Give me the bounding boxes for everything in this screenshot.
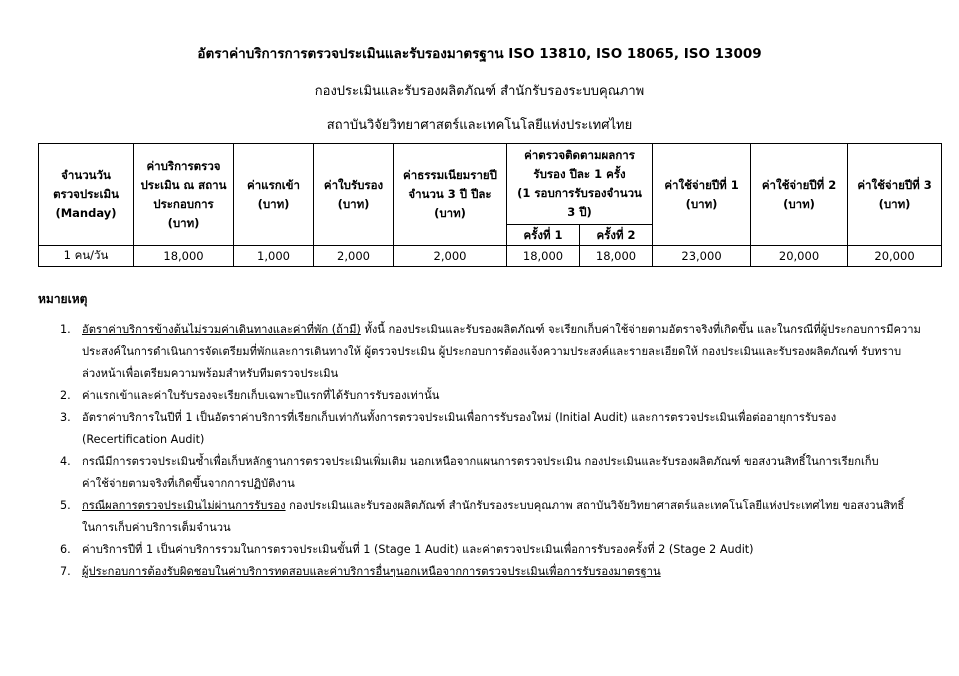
list-item: 2. ค่าแรกเข้าและค่าใบรับรองจะเรียกเก็บเฉพาะปีแรกที่ได้รับการรับรองเท่านั้น [60, 389, 440, 402]
table-row [39, 246, 942, 267]
header-service-fee: ค่าบริการตรวจ ประเมิน ณ สถาน ประกอบการ (บาท) [134, 144, 234, 246]
header-annual-fee: ค่าธรรมเนียมรายปี จำนวน 3 ปี ปีละ (บาท) [394, 144, 507, 246]
header-year-3: ค่าใช้จ่ายปีที่ 3 (บาท) [848, 144, 942, 246]
list-item: 7. ผู้ประกอบการต้องรับผิดชอบในค่าบริการทดสอบและค่าบริการอื่นๆนอกเหนือจากการตรวจประเมินเพื่อการรับรองมาตรฐาน [60, 565, 661, 578]
list-item: 3. อัตราค่าบริการในปีที่ 1 เป็นอัตราค่าบริการที่เรียกเก็บเท่ากันทั้งการตรวจประเมินเพื่อการรับรองใหม่ (Initial Audit) และการตรวจประเมินเพื่อต่ออายุการรับรอง (Recertification Audit) [60, 411, 837, 446]
remark-emphasis: กรณีผลการตรวจประเมินไม่ผ่านการรับรอง [82, 499, 286, 512]
institute-name: สถาบันวิจัยวิทยาศาสตร์และเทคโนโลยีแห่งประเทศไทย [326, 118, 633, 133]
header-certificate-fee: ค่าใบรับรอง (บาท) [314, 144, 394, 246]
table-cell: 20,000 [751, 246, 848, 267]
department-name: กองประเมินและรับรองผลิตภัณฑ์ สำนักรับรองระบบคุณภาพ [314, 84, 645, 99]
remarks-list [60, 319, 940, 583]
list-item: 5. กรณีผลการตรวจประเมินไม่ผ่านการรับรอง กองประเมินและรับรองผลิตภัณฑ์ สำนักรับรองระบบคุณภาพ สถาบันวิจัยวิทยาศาสตร์และเทคโนโลยีแห่งประเทศไทย ขอสงวนสิทธิ์ ในการเก็บค่าบริการเต็มจำนวน [60, 499, 905, 534]
fee-table [38, 143, 942, 267]
table-cell: 2,000 [314, 246, 394, 267]
remark-emphasis: อัตราค่าบริการข้างต้นไม่รวมค่าเดินทางและค่าที่พัก (ถ้ามี) [82, 323, 361, 336]
table-cell: 18,000 [580, 246, 653, 267]
remark-emphasis: ผู้ประกอบการต้องรับผิดชอบในค่าบริการทดสอบและค่าบริการอื่นๆนอกเหนือจากการตรวจประเมินเพื่อการรับรองมาตรฐาน [82, 565, 661, 578]
list-item: 4. กรณีมีการตรวจประเมินซ้ำเพื่อเก็บหลักฐานการตรวจประเมินเพิ่มเติม นอกเหนือจากแผนการตรวจประเมิน กองประเมินและรับรองผลิตภัณฑ์ ขอสงวนสิทธิ์ในการเรียกเก็บ ค่าใช้จ่ายตามจริงที่เกิดขึ้นจากการปฏิบัติงาน [60, 455, 879, 490]
table-cell: 20,000 [848, 246, 942, 267]
list-item: 6. ค่าบริการปีที่ 1 เป็นค่าบริการรวมในการตรวจประเมินขั้นที่ 1 (Stage 1 Audit) และค่าตรวจประเมินเพื่อการรับรองครั้งที่ 2 (Stage 2 Audit) [60, 543, 754, 556]
table-cell: 1,000 [234, 246, 314, 267]
document-title: อัตราค่าบริการการตรวจประเมินและรับรองมาตรฐาน ISO 13810, ISO 18065, ISO 13009 [197, 46, 762, 62]
header-year-2: ค่าใช้จ่ายปีที่ 2 (บาท) [751, 144, 848, 246]
table-cell: 23,000 [653, 246, 751, 267]
header-surveillance-2: ครั้งที่ 2 [580, 225, 653, 246]
list-item: 1. อัตราค่าบริการข้างต้นไม่รวมค่าเดินทางและค่าที่พัก (ถ้ามี) ทั้งนี้ กองประเมินและรับรองผลิตภัณฑ์ จะเรียกเก็บค่าใช้จ่ายตามอัตราจริงที่เกิดขึ้น และในกรณีที่ผู้ประกอบการมีความ ประสงค์ในการดำเนินการจัดเตรียมที่พักและการเดินทางให้ ผู้ตรวจประเมิน ผู้ประกอบการต้องแจ้งความประสงค์และรายละเอียดให้ กองประเมินและรับรองผลิตภัณฑ์ รับทราบ ล่วงหน้าเพื่อเตรียมความพร้อมสำหรับทีมตรวจประเมิน [60, 323, 921, 380]
table-cell: 2,000 [394, 246, 507, 267]
header-year-1: ค่าใช้จ่ายปีที่ 1 (บาท) [653, 144, 751, 246]
remarks-title: หมายเหตุ [38, 292, 88, 306]
header-surveillance: ค่าตรวจติดตามผลการ รับรอง ปีละ 1 ครั้ง (1 รอบการรับรองจำนวน 3 ปี) [507, 144, 653, 225]
header-surveillance-1: ครั้งที่ 1 [507, 225, 580, 246]
table-cell: 18,000 [507, 246, 580, 267]
header-manday: จำนวนวัน ตรวจประเมิน (Manday) [39, 144, 134, 246]
header-entry-fee: ค่าแรกเข้า (บาท) [234, 144, 314, 246]
table-cell: 18,000 [134, 246, 234, 267]
table-cell: 1 คน/วัน [39, 246, 134, 267]
